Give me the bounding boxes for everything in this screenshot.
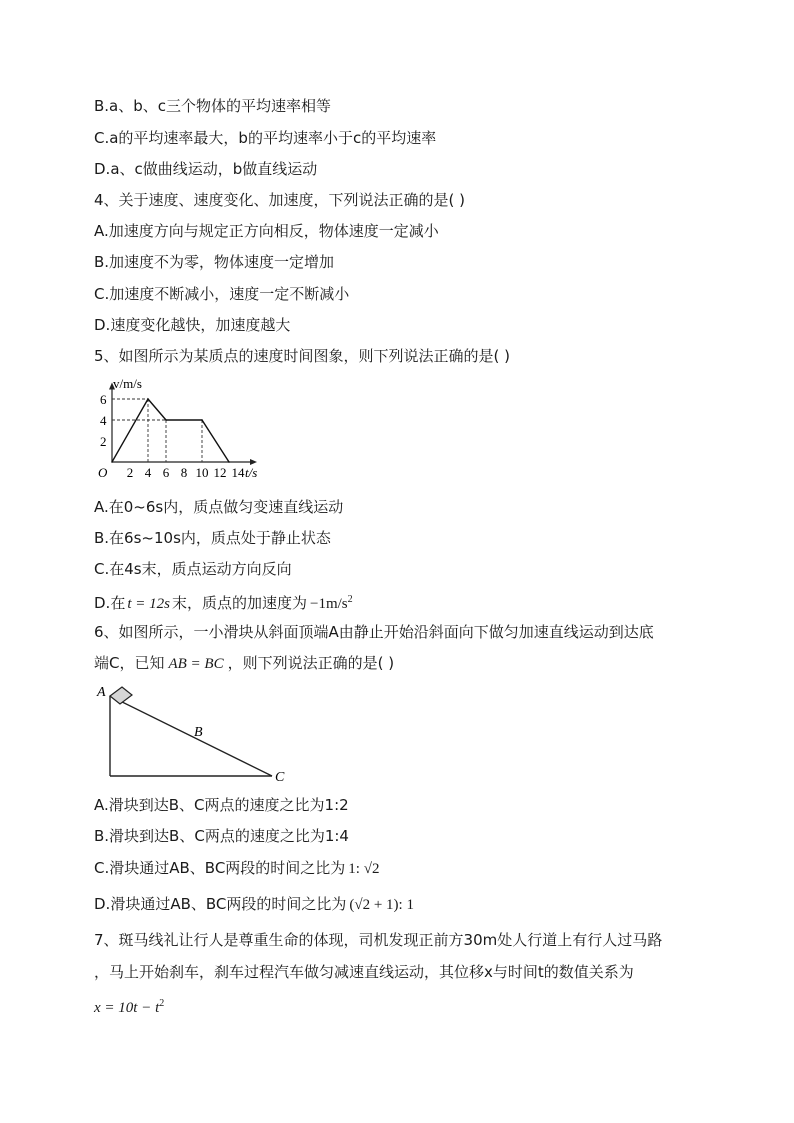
q6-option-d xyxy=(94,894,414,915)
q3-option-d: D.a、c做曲线运动，b做直线运动 xyxy=(94,160,318,178)
q4-option-a: A.加速度方向与规定正方向相反，物体速度一定减小 xyxy=(94,222,439,240)
incline-diagram xyxy=(94,680,294,790)
q5-stem: 5、如图所示为某质点的速度时间图象，则下列说法正确的是( ) xyxy=(94,347,511,365)
data-point xyxy=(228,461,230,463)
y-tick-label: 2 xyxy=(100,434,107,449)
y-tick-label: 4 xyxy=(100,413,107,428)
q7-equation xyxy=(94,994,164,1018)
q5-option-d xyxy=(94,590,353,614)
slider-block xyxy=(110,687,132,704)
data-point xyxy=(201,419,203,421)
q4-option-c: C.加速度不断减小，速度一定不断减小 xyxy=(94,285,350,303)
x-tick-label: 12 xyxy=(213,465,227,480)
q6-option-a: A.滑块到达B、C两点的速度之比为1:2 xyxy=(94,796,349,814)
q6-option-c-prefix: C.滑块通过AB、BC两段的时间之比为 xyxy=(94,859,346,877)
x-tick-label: 8 xyxy=(180,465,188,480)
q7-equation-body: x = 10t − t xyxy=(94,1000,160,1016)
y-axis-label: v/m/s xyxy=(113,376,142,391)
q3-option-b: B.a、b、c三个物体的平均速率相等 xyxy=(94,97,332,115)
data-point xyxy=(147,398,149,400)
q6-stem-prefix: 端C，已知 xyxy=(94,654,165,672)
q6-option-c-ratio: 1: √2 xyxy=(348,861,380,877)
q6-stem-line2 xyxy=(94,653,394,674)
q5-option-d-prefix: D.在 xyxy=(94,594,126,612)
x-tick-label: 10 xyxy=(195,465,209,480)
q5-option-d-time: t = 12s xyxy=(127,596,170,612)
q6-option-d-ratio: (√2 + 1): 1 xyxy=(349,897,414,913)
incline-label-c: C xyxy=(275,770,285,785)
data-point xyxy=(111,461,113,463)
q6-option-b: B.滑块到达B、C两点的速度之比为1:4 xyxy=(94,827,349,845)
q5-option-c: C.在4s末，质点运动方向反向 xyxy=(94,560,292,578)
y-tick-label: 6 xyxy=(100,392,107,407)
q3-option-c: C.a的平均速率最大，b的平均速率小于c的平均速率 xyxy=(94,129,437,147)
velocity-time-graph xyxy=(92,376,282,486)
q5-option-b: B.在6s~10s内，质点处于静止状态 xyxy=(94,529,331,547)
q7-line2: ，马上开始刹车，刹车过程汽车做匀减速直线运动，其位移x与时间t的数值关系为 xyxy=(94,963,634,981)
incline-label-b: B xyxy=(194,725,203,740)
incline-label-a: A xyxy=(97,685,106,700)
x-tick-label: 6 xyxy=(162,465,170,480)
x-tick-label: 4 xyxy=(144,465,152,480)
q6-stem-equation: AB = BC xyxy=(168,656,224,672)
series-line xyxy=(112,399,229,462)
q5-option-a: A.在0~6s内，质点做匀变速直线运动 xyxy=(94,498,344,516)
q5-option-d-accel: −1m/s xyxy=(309,596,348,612)
q6-option-d-prefix: D.滑块通过AB、BC两段的时间之比为 xyxy=(94,895,347,913)
origin-label: O xyxy=(98,465,108,480)
data-point xyxy=(165,419,167,421)
q7-line1: 7、斑马线礼让行人是尊重生命的体现，司机发现正前方30m处人行道上有行人过马路 xyxy=(94,931,663,949)
x-tick-label: 2 xyxy=(126,465,134,480)
q5-option-d-mid: 末，质点的加速度为 xyxy=(171,594,307,612)
q7-equation-exponent: 2 xyxy=(159,998,165,1009)
q5-option-d-exponent: 2 xyxy=(347,594,353,605)
q4-option-d: D.速度变化越快，加速度越大 xyxy=(94,316,291,334)
q6-option-c xyxy=(94,858,379,879)
x-tick-label: 14 xyxy=(231,465,245,480)
q6-stem-line1: 6、如图所示，一小滑块从斜面顶端A由静止开始沿斜面向下做匀加速直线运动到达底 xyxy=(94,623,654,641)
q4-stem: 4、关于速度、速度变化、加速度，下列说法正确的是( ) xyxy=(94,191,466,209)
x-axis-label: t/s xyxy=(245,465,258,480)
q4-option-b: B.加速度不为零，物体速度一定增加 xyxy=(94,253,335,271)
q6-stem-suffix: ，则下列说法正确的是( ) xyxy=(227,654,395,672)
